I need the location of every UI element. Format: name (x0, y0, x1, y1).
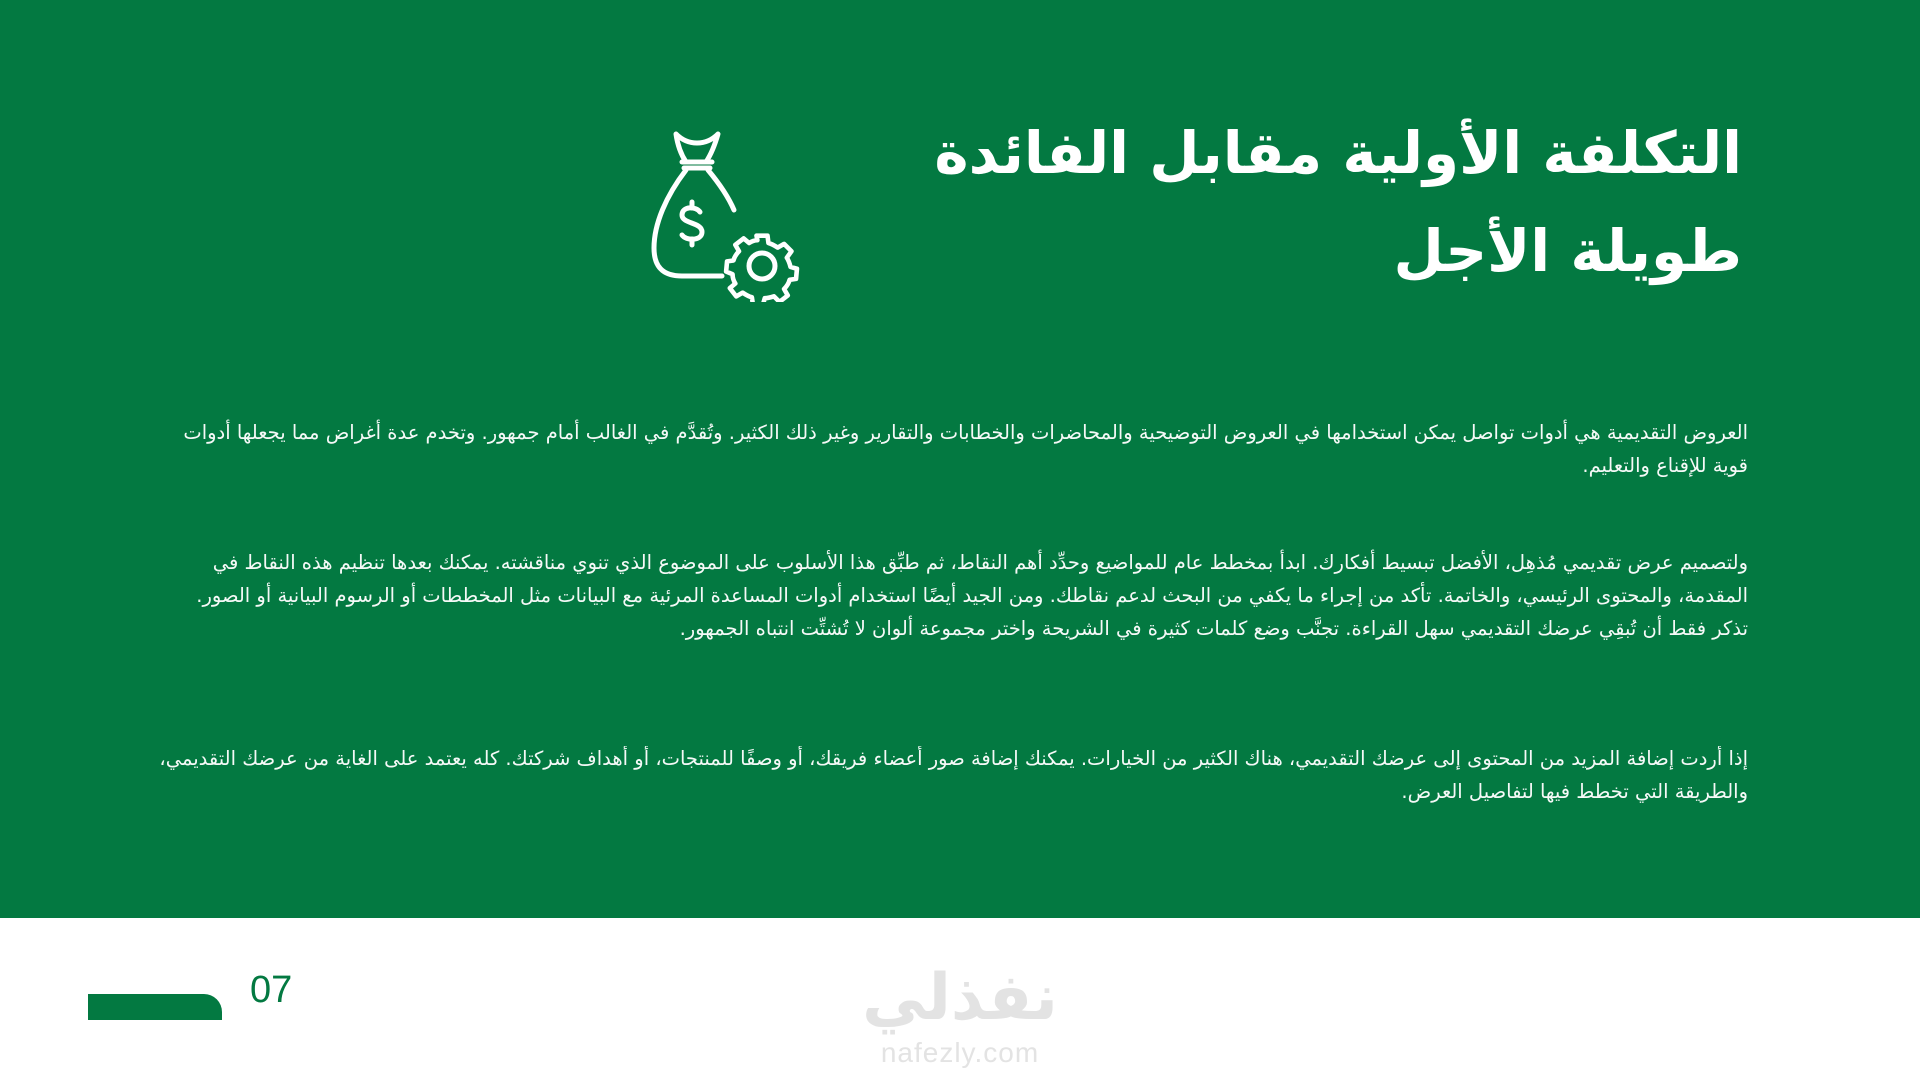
watermark-url: nafezly.com (880, 1037, 1040, 1068)
page-number: 07 (250, 969, 293, 1011)
footer-accent-bar (88, 994, 222, 1020)
slide-title-line-1: التكلفة الأولية مقابل الفائدة (934, 119, 1742, 187)
body-paragraph-2: ولتصميم عرض تقديمي مُذهِل، الأفضل تبسيط أفكارك. ابدأ بمخطط عام للمواضيع وحدِّد أهم النقاط، ثم طبِّق هذا الأسلوب على الموضوع الذي تنوي مناقشته. يمكنك بعدها تنظيم هذه النقاط في المقدمة، والمحتوى الرئيسي، والخاتمة. تأكد من إجراء ما يكفي من البحث لدعم نقاطك. ومن الجيد أيضًا استخدام أدوات المساعدة المرئية مع البيانات مثل المخططات أو الرسوم البيانية أو الصور. تذكر فقط أن تُبقِي عرضك التقديمي سهل القراءة. تجنَّب وضع كلمات كثيرة في الشريحة واختر مجموعة ألوان لا تُشتِّت انتباه الجمهور. (196, 551, 1748, 640)
watermark (840, 958, 1080, 1068)
slide-title-line-2: طويلة الأجل (1393, 217, 1742, 285)
body-paragraph-1: العروض التقديمية هي أدوات تواصل يمكن استخدامها في العروض التوضيحية والمحاضرات والخطابات والتقارير وغير ذلك الكثير. وتُقدَّم في الغالب أمام جمهور. وتخدم عدة أغراض مما يجعلها أدوات قوية للإقناع والتعليم. (183, 421, 1748, 477)
slide-title (822, 104, 1742, 300)
money-bag-gear-icon (648, 126, 808, 302)
body-paragraph-3: إذا أردت إضافة المزيد من المحتوى إلى عرضك التقديمي، هناك الكثير من الخيارات. يمكنك إضافة صور أعضاء فريقك، أو وصفًا للمنتجات، أو أهداف شركتك. كله يعتمد على الغاية من عرضك التقديمي، والطريقة التي تخطط فيها لتفاصيل العرض. (159, 747, 1748, 803)
watermark-logo: نفذلي (862, 961, 1058, 1035)
